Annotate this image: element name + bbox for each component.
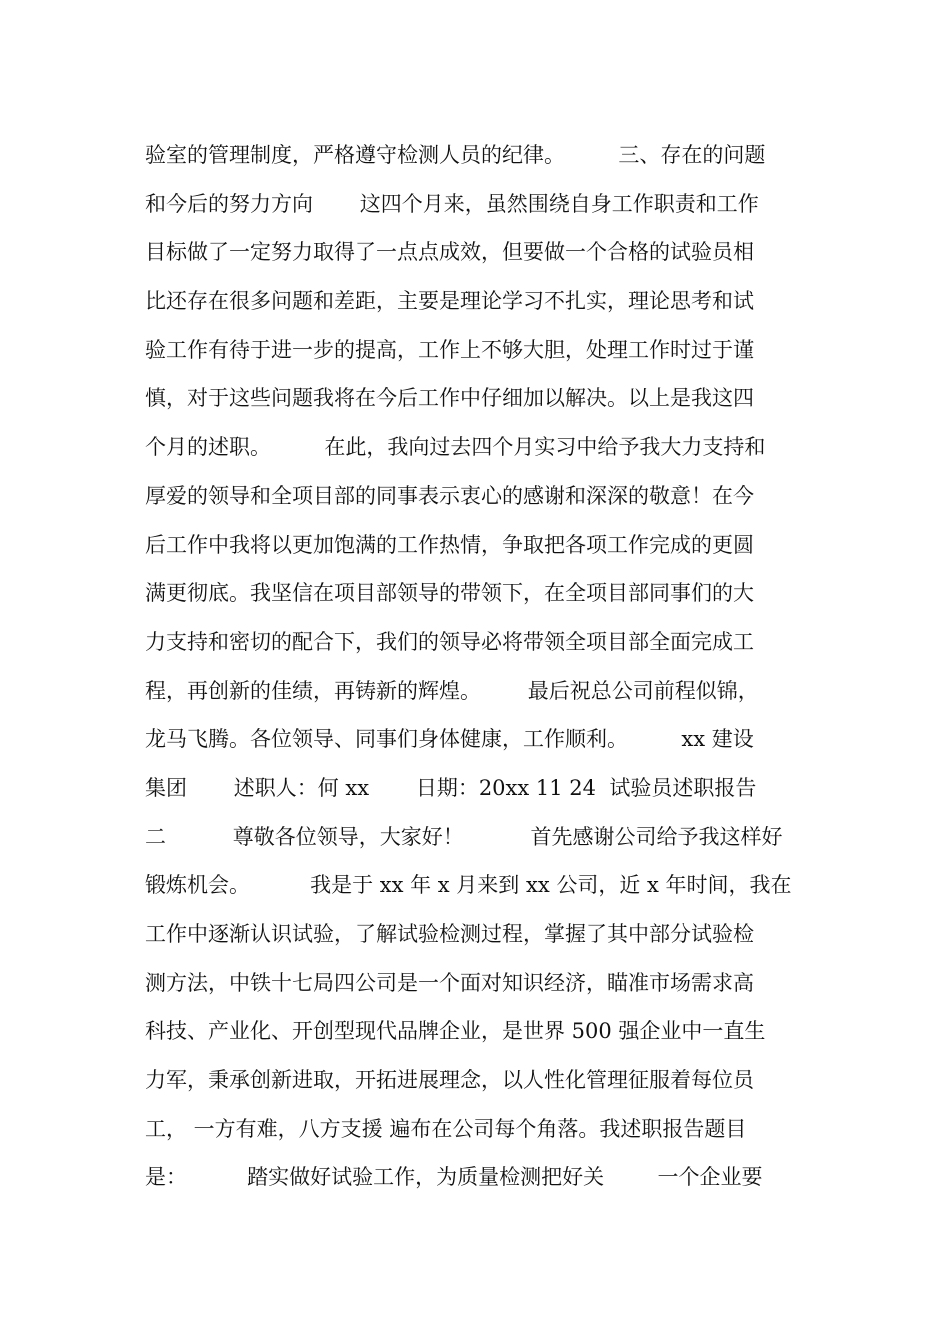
body-text (145, 131, 810, 1202)
text-line: 验室的管理制度，严格遵守检测人员的纪律。 三、存在的问题 (145, 143, 766, 167)
text-line: 程，再创新的佳绩，再铸新的辉煌。 最后祝总公司前程似锦， (145, 678, 759, 703)
text-line: 验工作有待于进一步的提高，工作上不够大胆，处理工作时过于谨 (145, 337, 754, 362)
text-line: 测方法，中铁十七局四公司是一个面对知识经济，瞄准市场需求高 (145, 970, 754, 995)
text-line: 二 尊敬各位领导，大家好！ 首先感谢公司给予我这样好 (145, 824, 783, 849)
text-line: 工作中逐渐认识试验，了解试验检测过程，掌握了其中部分试验检 (145, 922, 754, 946)
text-line: 慎，对于这些问题我将在今后工作中仔细加以解决。以上是我这四 (145, 386, 754, 411)
text-line: 个月的述职。 在此，我向过去四个月实习中给予我大力支持和 (145, 435, 766, 460)
text-line: 满更彻底。我坚信在项目部领导的带领下，在全项目部同事们的大 (145, 581, 754, 606)
text-line: 龙马飞腾。各位领导、同事们身体健康，工作顺利。 xx 建设 (145, 727, 754, 752)
text-line: 力军，秉承创新进取，开拓进展理念，以人性化管理征服着每位员 (145, 1068, 754, 1093)
text-line: 比还存在很多问题和差距，主要是理论学习不扎实，理论思考和试 (145, 289, 754, 314)
text-line: 集团 述职人：何 xx 日期：20xx 11 24 试验员述职报告 (145, 775, 757, 800)
text-line: 科技、产业化、开创型现代品牌企业，是世界 500 强企业中一直生 (145, 1019, 766, 1044)
text-line: 目标做了一定努力取得了一点点成效，但要做一个合格的试验员相 (145, 240, 754, 265)
text-line: 锻炼机会。 我是于 xx 年 x 月来到 xx 公司，近 x 年时间，我在 (145, 873, 792, 898)
text-line: 和今后的努力方向 这四个月来，虽然围绕自身工作职责和工作 (145, 191, 759, 216)
text-line: 是： 踏实做好试验工作，为质量检测把好关 一个企业要 (145, 1165, 763, 1190)
text-line: 力支持和密切的配合下，我们的领导必将带领全项目部全面完成工 (145, 629, 754, 654)
text-line: 工， 一方有难，八方支援 遍布在公司每个角落。我述职报告题目 (145, 1116, 747, 1141)
text-line: 厚爱的领导和全项目部的同事表示衷心的感谢和深深的敬意！在今 (145, 483, 754, 508)
text-line: 后工作中我将以更加饱满的工作热情，争取把各项工作完成的更圆 (145, 532, 754, 557)
